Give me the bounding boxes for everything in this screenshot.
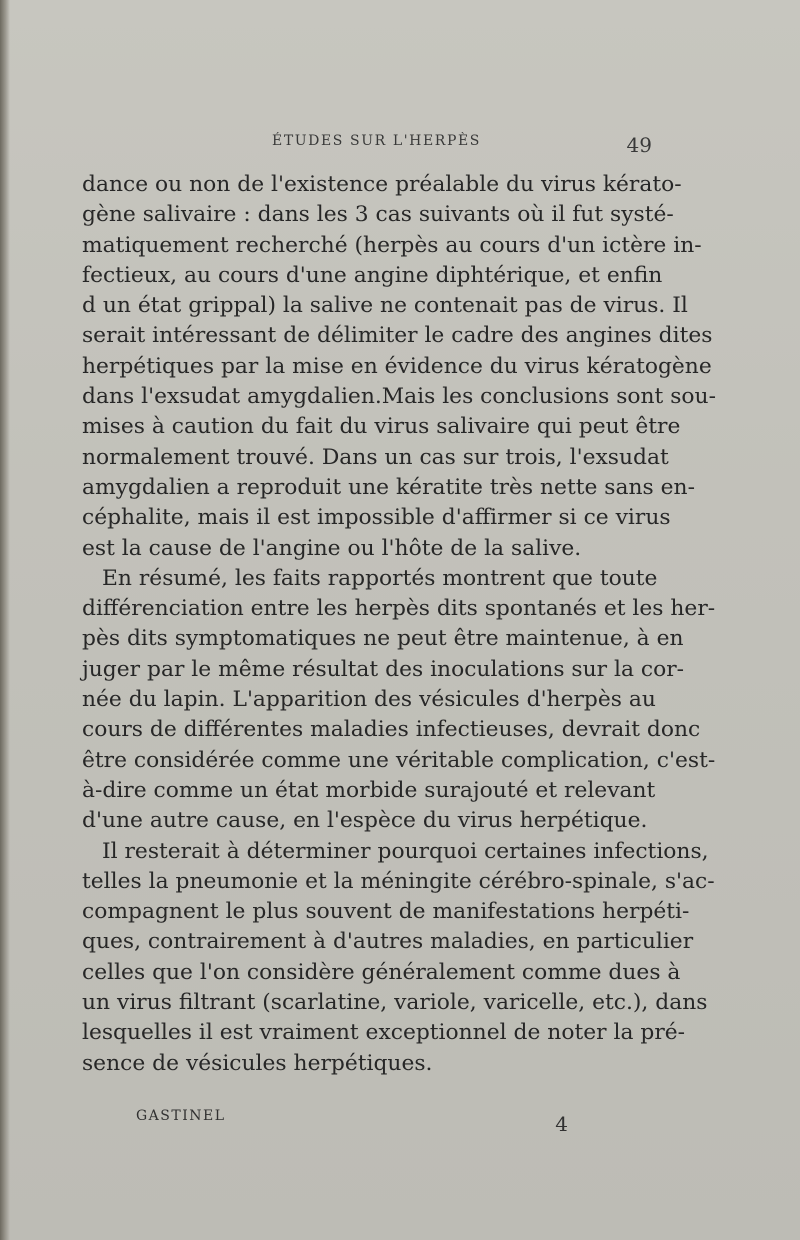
text-line: pès dits symptomatiques ne peut être maintenue, à en [82,626,684,652]
text-line: normalement trouvé. Dans un cas sur trois, l'exsudat [82,444,669,470]
running-title: ÉTUDES SUR L'HERPÈS [272,133,481,149]
text-line: différenciation entre les herpès dits spontanés et les her- [82,596,716,622]
text-line: juger par le même résultat des inoculations sur la cor- [82,656,685,682]
text-line: gène salivaire : dans les 3 cas suivants où il fut systé- [82,202,674,228]
text-line: à-dire comme un état morbide surajouté et relevant [82,777,656,803]
text-line: céphalite, mais il est impossible d'affirmer si ce virus [82,505,671,531]
text-line: être considérée comme une véritable complication, c'est- [82,747,716,773]
text-line: compagnent le plus souvent de manifestations herpéti- [82,899,690,925]
text-line: mises à caution du fait du virus salivaire qui peut être [82,414,681,440]
book-spine-shadow [0,0,10,1240]
paragraph-start-line: Il resterait à déterminer pourquoi certaines infections, [102,838,709,864]
text-line: d un état grippal) la salive ne contenait pas de virus. Il [82,293,688,319]
running-head [82,133,652,161]
printer-signature: GASTINEL [136,1108,226,1124]
text-line: dans l'exsudat amygdalien.Mais les conclusions sont sou- [82,384,716,410]
text-line: dance ou non de l'existence préalable du virus kérato- [82,172,682,197]
text-line: herpétiques par la mise en évidence du virus kératogène [82,353,712,379]
text-line: un virus filtrant (scarlatine, variole, varicelle, etc.), dans [82,990,708,1016]
page-footer [136,1108,568,1136]
text-line: sence de vésicules herpétiques. [82,1050,433,1076]
text-line: amygdalien a reproduit une kératite très nette sans en- [82,474,695,500]
text-line: lesquelles il est vraiment exceptionnel de noter la pré- [82,1020,686,1046]
body-text [82,170,716,1079]
text-line: telles la pneumonie et la méningite cérébro-spinale, s'ac- [82,868,715,894]
text-line: celles que l'on considère généralement comme dues à [82,959,681,985]
text-line: est la cause de l'angine ou l'hôte de la salive. [82,535,582,561]
text-line: cours de différentes maladies infectieuses, devrait donc [82,717,701,743]
text-line: ques, contrairement à d'autres maladies, en particulier [82,929,694,955]
paragraph-start-line: En résumé, les faits rapportés montrent que toute [102,565,658,591]
sheet-number: 4 [555,1112,568,1136]
text-line: d'une autre cause, en l'espèce du virus herpétique. [82,808,648,834]
text-line: née du lapin. L'apparition des vésicules d'herpès au [82,687,656,713]
text-line: fectieux, au cours d'une angine diphtérique, et enfin [82,262,663,288]
page-number: 49 [626,133,652,157]
text-line: matiquement recherché (herpès au cours d'un ictère in- [82,232,702,258]
text-line: serait intéressant de délimiter le cadre des angines dites [82,323,713,349]
